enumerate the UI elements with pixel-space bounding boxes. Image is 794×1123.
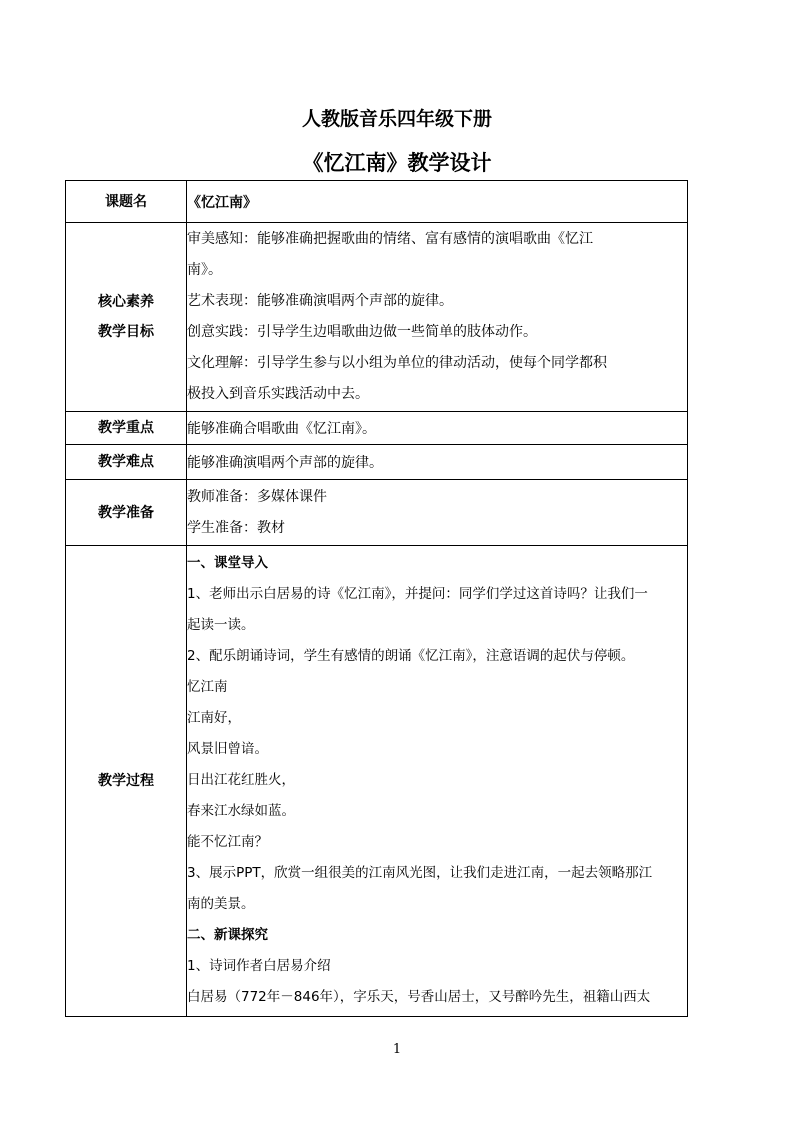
topic-row xyxy=(66,181,688,223)
goals-content xyxy=(187,223,688,412)
goal-line: 审美感知：能够准确把握歌曲的情绪、富有感情的演唱歌曲《忆江 xyxy=(187,231,593,247)
goal-line: 艺术表现：能够准确演唱两个声部的旋律。 xyxy=(187,293,453,309)
preparation-row xyxy=(66,480,688,546)
key-points-row xyxy=(66,412,688,445)
topic-label: 课题名 xyxy=(66,181,187,223)
process-line: 南的美景。 xyxy=(187,896,255,912)
process-line: 风景旧曾谙。 xyxy=(187,741,268,757)
goal-line: 文化理解：引导学生参与以小组为单位的律动活动，使每个同学都积 xyxy=(187,355,607,371)
process-line: 3、展示PPT，欣赏一组很美的江南风光图，让我们走进江南，一起去领略那江 xyxy=(187,865,653,881)
process-line: 忆江南 xyxy=(187,679,228,695)
document-title-line2: 《忆江南》教学设计 xyxy=(302,151,492,175)
process-row xyxy=(66,546,688,1017)
document-title-line1: 人教版音乐四年级下册 xyxy=(301,108,492,130)
process-line: 能不忆江南？ xyxy=(187,834,268,850)
difficulties-value: 能够准确演唱两个声部的旋律。 xyxy=(187,445,688,480)
process-line: 2、配乐朗诵诗词，学生有感情的朗诵《忆江南》，注意语调的起伏与停顿。 xyxy=(187,648,635,664)
preparation-line: 教师准备：多媒体课件 xyxy=(187,488,327,505)
difficulties-row xyxy=(66,445,688,480)
preparation-line: 学生准备：教材 xyxy=(187,519,285,536)
page-number: 1 xyxy=(392,1042,402,1057)
topic-value: 《忆江南》 xyxy=(187,181,688,223)
process-content xyxy=(187,546,688,1017)
process-line: 江南好， xyxy=(187,710,241,726)
preparation-content xyxy=(187,480,688,546)
goal-line: 创意实践：引导学生边唱歌曲边做一些简单的肢体动作。 xyxy=(187,324,537,340)
process-line: 起读一读。 xyxy=(187,617,255,633)
goal-line: 极投入到音乐实践活动中去。 xyxy=(187,386,369,402)
lesson-plan-table xyxy=(65,180,688,1017)
process-section-heading: 二、新课探究 xyxy=(187,927,268,943)
process-section-heading: 一、课堂导入 xyxy=(187,555,268,571)
process-line: 1、老师出示白居易的诗《忆江南》，并提问：同学们学过这首诗吗？让我们一 xyxy=(187,586,648,602)
difficulties-label: 教学难点 xyxy=(66,445,187,480)
goal-line: 南》。 xyxy=(187,262,222,278)
key-points-value: 能够准确合唱歌曲《忆江南》。 xyxy=(187,412,688,445)
process-line: 1、诗词作者白居易介绍 xyxy=(187,958,331,974)
key-points-label: 教学重点 xyxy=(66,412,187,445)
goals-label xyxy=(66,223,187,412)
goals-label-line2: 教学目标 xyxy=(98,324,154,340)
goals-row xyxy=(66,223,688,412)
process-line: 白居易（772年－846年），字乐天，号香山居士，又号醉吟先生，祖籍山西太 xyxy=(187,989,651,1005)
process-line: 日出江花红胜火， xyxy=(187,772,295,788)
process-line: 春来江水绿如蓝。 xyxy=(187,803,295,819)
preparation-label: 教学准备 xyxy=(66,480,187,546)
goals-label-line1: 核心素养 xyxy=(98,294,154,310)
process-label: 教学过程 xyxy=(66,546,187,1017)
